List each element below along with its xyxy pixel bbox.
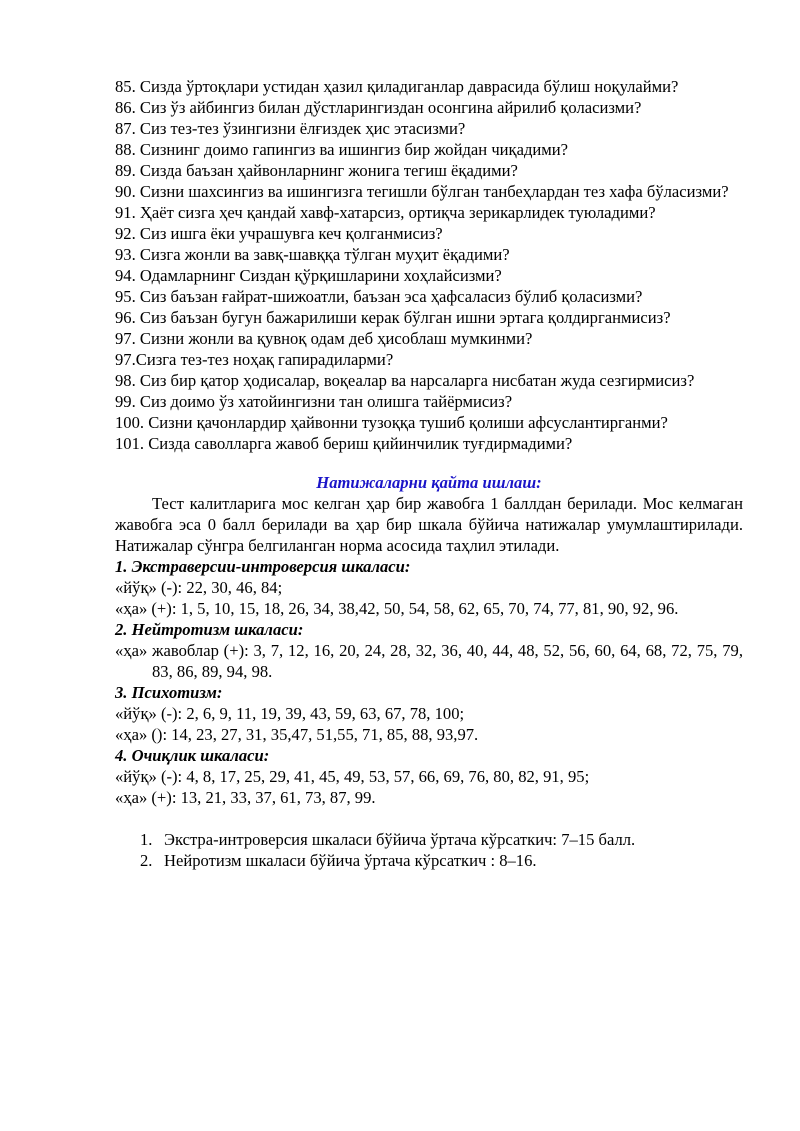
scale-2 <box>115 619 743 682</box>
question-88: 88. Сизнинг доимо гапингиз ва ишингиз бир жойдан чиқадими? <box>115 140 569 159</box>
question-90: 90. Сизни шахсингиз ва ишингизга тегишли бўлган танбеҳлардан тез хафа бўласизми? <box>115 182 729 201</box>
scale-heading: 1. Экстраверсии-интроверсия шкаласи: <box>115 557 411 576</box>
question-93: 93. Сизга жонли ва завқ-шавққа тўлган муҳит ёқадими? <box>115 245 510 264</box>
scale-4 <box>115 745 743 808</box>
question-95: 95. Сиз баъзан ғайрат-шижоатли, баъзан эса ҳафсаласиз бўлиб қоласизми? <box>115 287 643 306</box>
question-85: 85. Сизда ўртоқлари устидан ҳазил қиладиганлар даврасида бўлиш ноқулайми? <box>115 77 679 96</box>
scale-key-line: «ҳа» (+): 1, 5, 10, 15, 18, 26, 34, 38,42, 50, 54, 58, 62, 65, 70, 74, 77, 81, 90, 92, 96. <box>115 599 679 618</box>
question-100: 100. Сизни қачонлардир ҳайвонни тузоққа тушиб қолиши афсуслантирганми? <box>115 413 668 432</box>
results-intro-paragraph: Тест калитларига мос келган ҳар бир жавобга 1 баллдан берилади. Мос келмаган жавобга эса 0 балл берилади ва ҳар бир шкала бўйича натижалар умумлаштирилади. Натижалар сўнгра белгиланган норма асосида таҳлил этилади. <box>115 494 743 555</box>
norm-text: Нейротизм шкаласи бўйича ўртача кўрсаткич : 8–16. <box>164 851 537 870</box>
scale-key-line: «ҳа» (+): 13, 21, 33, 37, 61, 73, 87, 99. <box>115 788 376 807</box>
scale-key-line: «ҳа» (): 14, 23, 27, 31, 35,47, 51,55, 71, 85, 88, 93,97. <box>115 725 479 744</box>
question-98: 98. Сиз бир қатор ҳодисалар, воқеалар ва нарсаларга нисбатан жуда сезгирмисиз? <box>115 371 695 390</box>
norms-list <box>115 829 743 871</box>
question-list <box>115 76 743 454</box>
scale-heading: 4. Очиқлик шкаласи: <box>115 746 270 765</box>
results-section-title: Натижаларни қайта ишлаш: <box>316 473 542 492</box>
question-97a: 97. Сизни жонли ва қувноқ одам деб ҳисоблаш мумкинми? <box>115 329 533 348</box>
norm-item-1 <box>140 829 743 850</box>
scale-key-line: «йўқ» (-): 4, 8, 17, 25, 29, 41, 45, 49, 53, 57, 66, 69, 76, 80, 82, 91, 95; <box>115 767 590 786</box>
scale-1 <box>115 556 743 619</box>
norm-number: 1. <box>140 830 153 849</box>
scale-heading: 3. Психотизм: <box>115 683 223 702</box>
question-87: 87. Сиз тез-тез ўзингизни ёлғиздек ҳис этасизми? <box>115 119 466 138</box>
question-96: 96. Сиз баъзан бугун бажарилиши керак бўлган ишни эртага қолдирганмисиз? <box>115 308 671 327</box>
scale-key-line: «ҳа» жавоблар (+): 3, 7, 12, 16, 20, 24, 28, 32, 36, 40, 44, 48, 52, 56, 60, 64, 68, 72, 75, 79, 83, 86, 89, 94, 98. <box>115 641 743 681</box>
question-94: 94. Одамларнинг Сиздан қўрқишларини хоҳлайсизми? <box>115 266 502 285</box>
question-97b: 97.Сизга тез-тез ноҳақ гапирадиларми? <box>115 350 394 369</box>
question-99: 99. Сиз доимо ўз хатойингизни тан олишга тайёрмисиз? <box>115 392 513 411</box>
question-101: 101. Сизда саволларга жавоб бериш қийинчилик туғдирмадими? <box>115 434 573 453</box>
norm-item-2 <box>140 850 743 871</box>
norm-text: Экстра-интроверсия шкаласи бўйича ўртача кўрсаткич: 7–15 балл. <box>164 830 636 849</box>
scale-3 <box>115 682 743 745</box>
question-91: 91. Ҳаёт сизга ҳеч қандай хавф-хатарсиз, ортиқча зерикарлидек туюладими? <box>115 203 656 222</box>
scale-key-line: «йўқ» (-): 22, 30, 46, 84; <box>115 578 283 597</box>
scale-key-line: «йўқ» (-): 2, 6, 9, 11, 19, 39, 43, 59, 63, 67, 78, 100; <box>115 704 465 723</box>
document-content <box>115 76 743 871</box>
scale-heading: 2. Нейтротизм шкаласи: <box>115 620 304 639</box>
question-89: 89. Сизда баъзан ҳайвонларнинг жонига тегиш ёқадими? <box>115 161 518 180</box>
question-92: 92. Сиз ишга ёки учрашувга кеч қолганмисиз? <box>115 224 443 243</box>
question-86: 86. Сиз ўз айбингиз билан дўстларингиздан осонгина айрилиб қоласизми? <box>115 98 642 117</box>
norm-number: 2. <box>140 851 153 870</box>
